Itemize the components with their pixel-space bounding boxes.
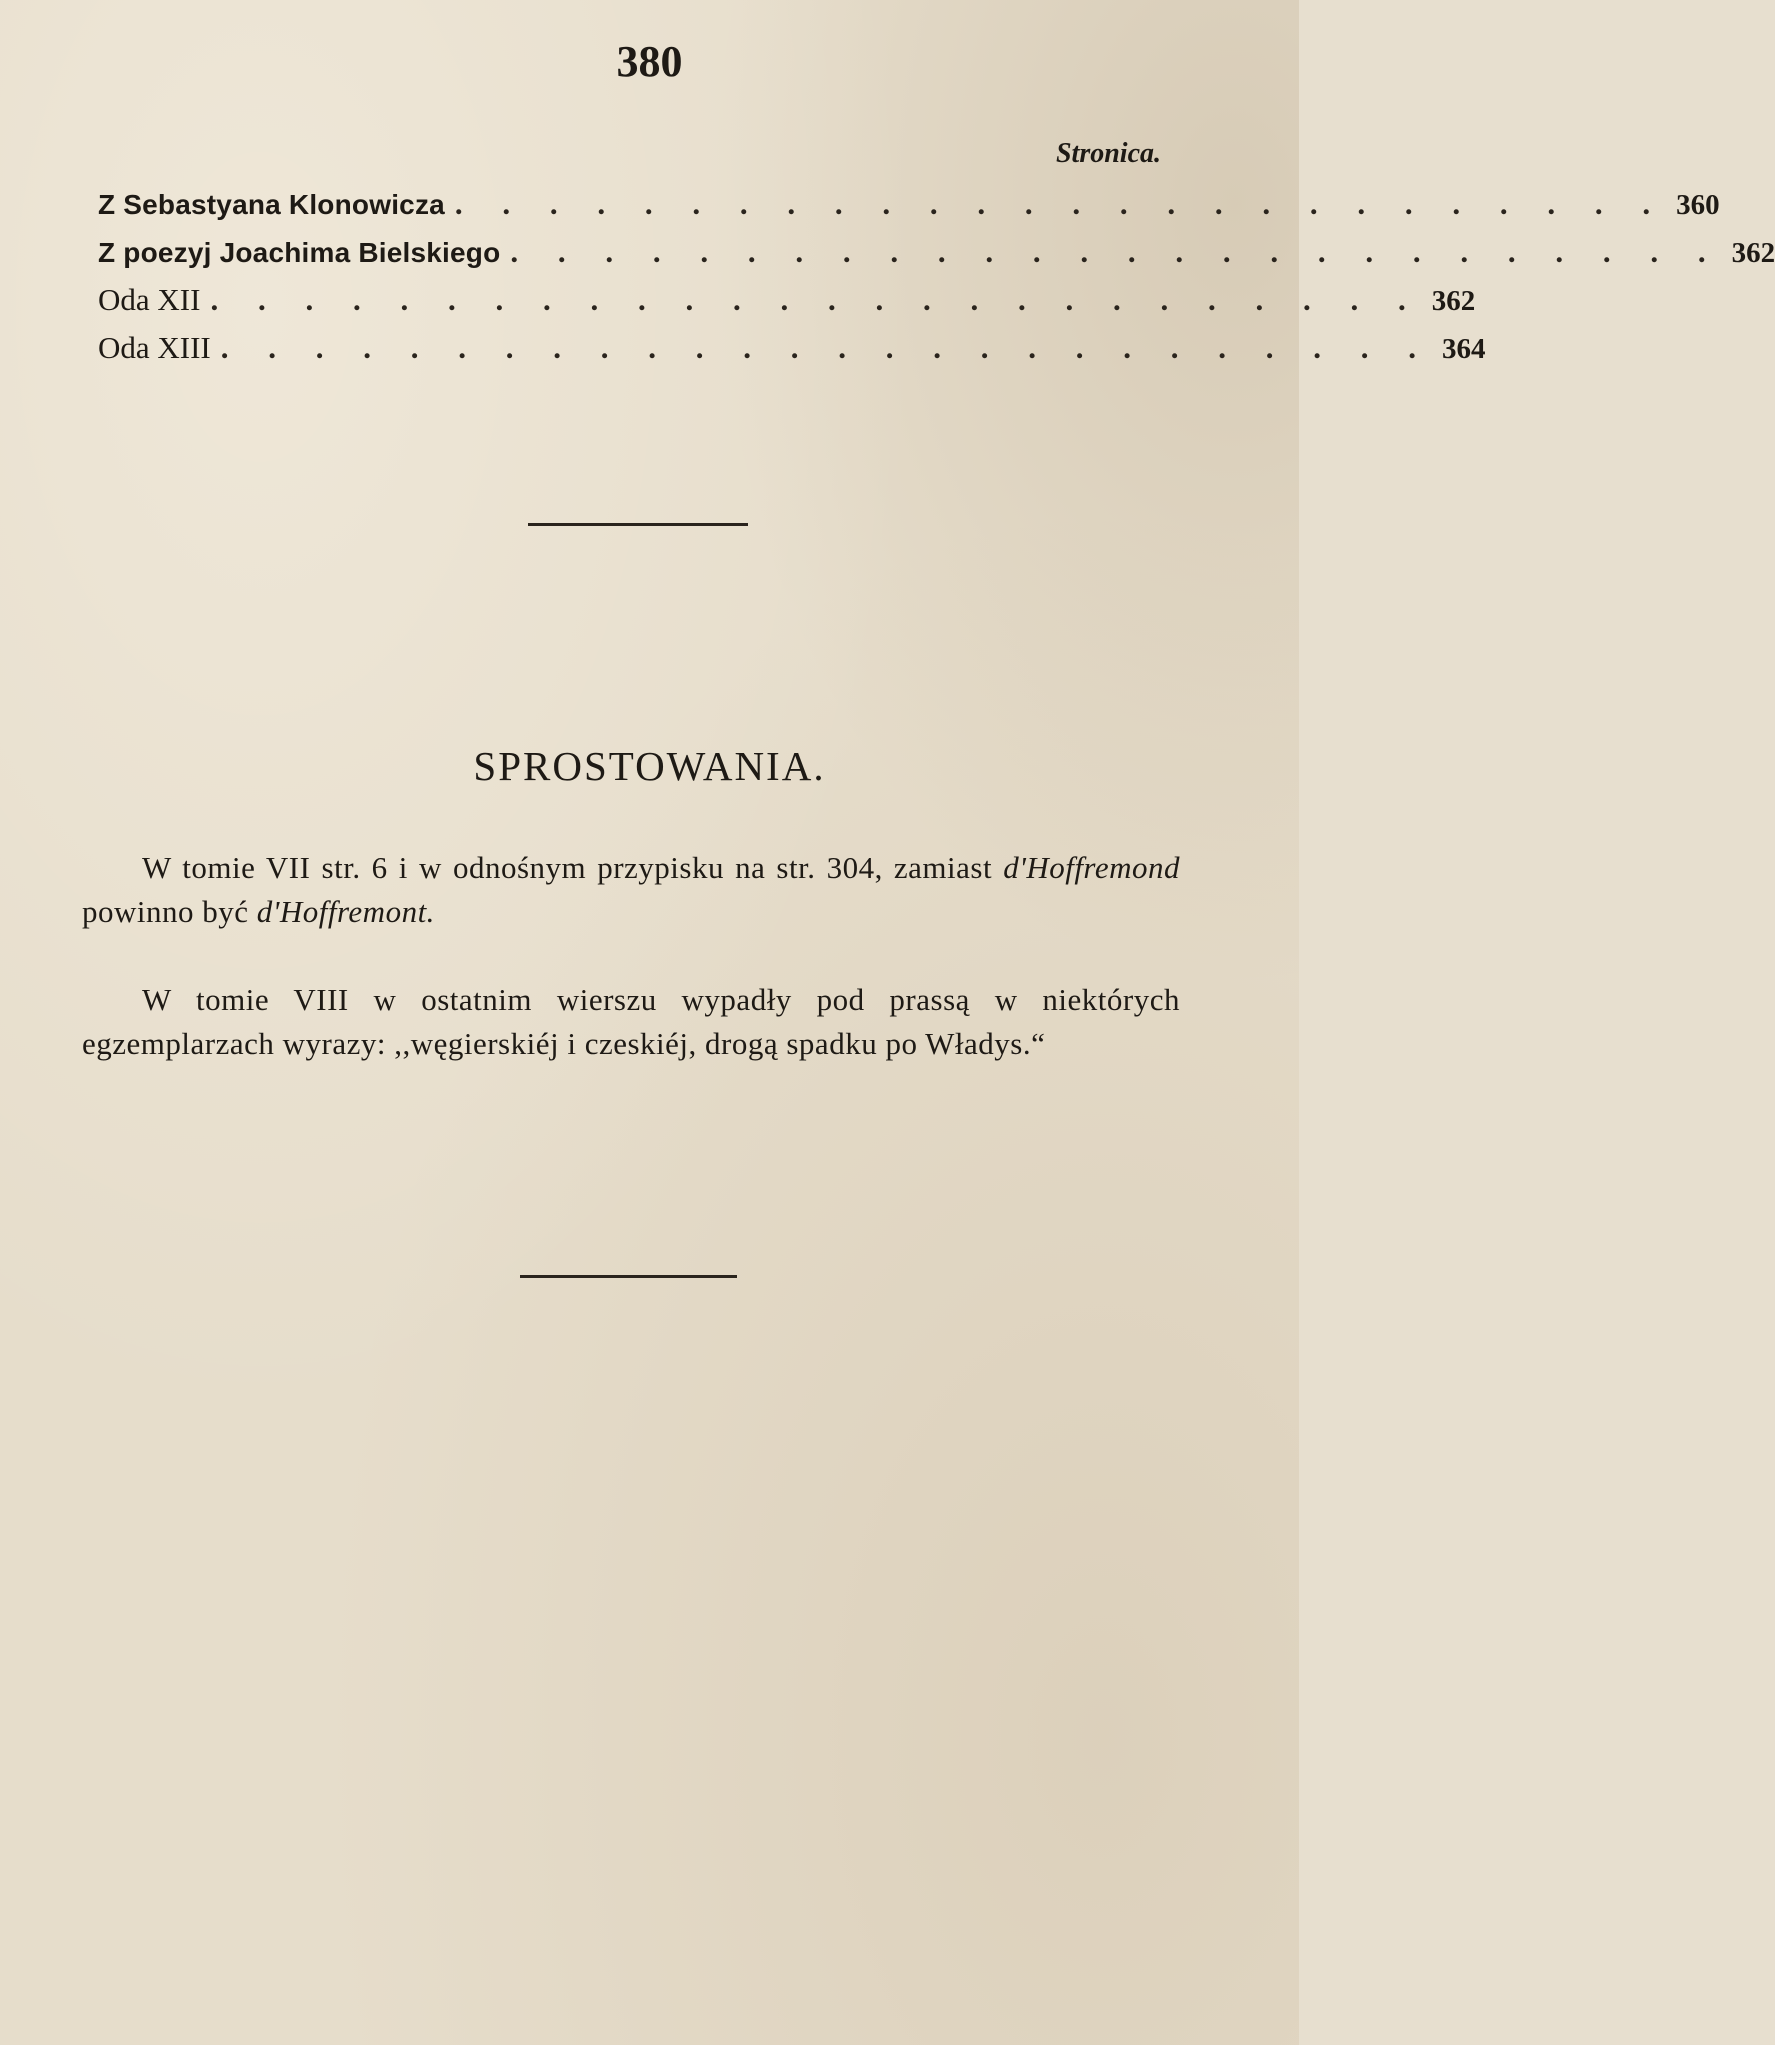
toc-column-label: Stronica. — [1055, 138, 1161, 169]
toc-entry — [98, 186, 1720, 234]
section-divider — [528, 523, 748, 526]
errata-italic-name: d'Hoffremond — [1003, 850, 1180, 885]
dot-leader: . . . . . . . . . . . . . . . . . . . . . . . . . . — [510, 234, 1722, 269]
toc-entry-title: Oda XIII — [98, 330, 211, 365]
toc-entry-title: Oda XII — [98, 282, 201, 317]
toc-entry — [98, 234, 1775, 282]
toc-entry-page: 360 — [1676, 189, 1720, 221]
page-number: 380 — [616, 37, 683, 86]
toc-entry-title: Z poezyj Joachima Bielskiego — [98, 237, 501, 268]
toc-entry-title: Z Sebastyana Klonowicza — [98, 189, 445, 220]
dot-leader: . . . . . . . . . . . . . . . . . . . . . . . . . . — [210, 282, 1422, 317]
table-of-contents — [98, 186, 1775, 378]
dot-leader: . . . . . . . . . . . . . . . . . . . . . . . . . . — [454, 186, 1667, 221]
end-divider — [520, 1275, 737, 1278]
errata-paragraph: W tomie VIII w ostatnim wierszu wypadły pod prassą w niektórych egzemplarzach wyrazy: ,,węgierskiéj i czeskiéj, drogą spadku po Władys.“ — [82, 982, 1180, 1061]
errata-paragraph — [82, 846, 1180, 934]
toc-entry-page: 364 — [1442, 333, 1486, 365]
errata-text: powinno być — [82, 894, 257, 929]
toc-entry — [98, 330, 1486, 378]
errata-italic-name: d'Hoffremont. — [256, 894, 435, 929]
toc-entry — [98, 282, 1476, 330]
toc-entry-page: 362 — [1731, 237, 1775, 269]
errata-text: W tomie VII str. 6 i w odnośnym przypisku na str. 304, zamiast — [142, 850, 1004, 885]
dot-leader: . . . . . . . . . . . . . . . . . . . . . . . . . . — [220, 330, 1433, 365]
toc-entry-page: 362 — [1431, 285, 1476, 317]
errata-heading: SPROSTOWANIA. — [473, 743, 826, 789]
